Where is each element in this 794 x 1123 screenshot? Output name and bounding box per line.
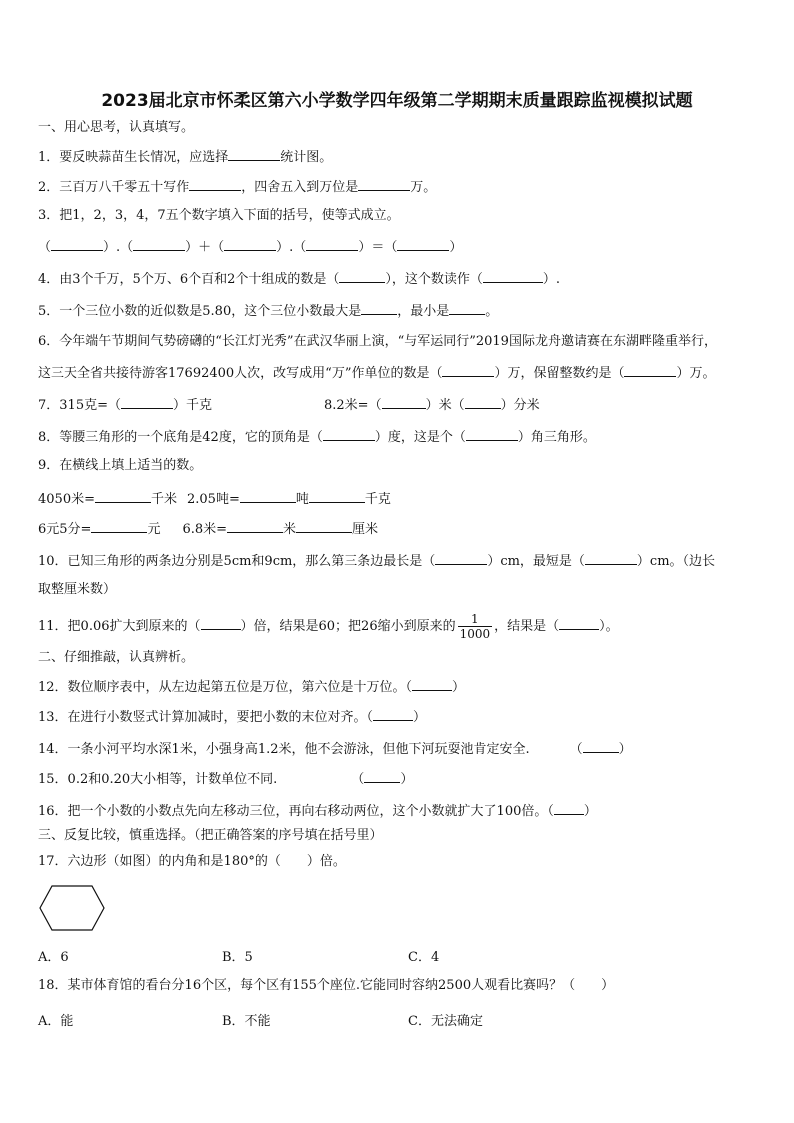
- answer-blank[interactable]: [306, 238, 358, 251]
- answer-blank[interactable]: [585, 552, 637, 565]
- question-17-option-a[interactable]: A．6: [38, 950, 69, 965]
- question-9-line-1: 4050米= 千米 2.05吨= 吨 千克: [38, 492, 391, 507]
- answer-blank[interactable]: [228, 148, 280, 161]
- section-2-heading: 二、仔细推敲，认真辨析。: [38, 650, 195, 665]
- question-10-line-2: 取整厘米数）: [38, 582, 117, 597]
- answer-blank[interactable]: [91, 520, 147, 533]
- answer-blank[interactable]: [201, 617, 241, 630]
- answer-blank[interactable]: [309, 490, 365, 503]
- fraction: $\frac{1}{1000}$: [459, 612, 491, 641]
- question-18-option-a[interactable]: A．能: [38, 1014, 74, 1029]
- hexagon-figure: [38, 884, 106, 932]
- question-18-option-c[interactable]: C．无法确定: [408, 1014, 483, 1029]
- question-7: 7．315克=（ ）千克 8.2米=（ ）米（ ）分米: [38, 398, 540, 413]
- answer-blank[interactable]: [224, 238, 276, 251]
- question-12: 12．数位顺序表中，从左边起第五位是万位，第六位是十万位。（ ）: [38, 680, 466, 695]
- question-6-line-2: 这三天全省共接待游客17692400人次，改写成用“万”作单位的数是（ ）万，保留整数约是（ ）万。: [38, 366, 716, 381]
- question-11: 11．把0.06扩大到原来的（ ）倍，结果是60；把26缩小到原来的 $\frac{1}{1000}$ ，结果是（ ）。: [38, 612, 619, 641]
- question-2: 2．三百万八千零五十写作 ，四舍五入到万位是 万。: [38, 180, 437, 195]
- answer-blank[interactable]: [397, 238, 449, 251]
- answer-blank[interactable]: [382, 396, 426, 409]
- answer-blank[interactable]: [412, 678, 452, 691]
- question-5: 5．一个三位小数的近似数是5.80，这个三位小数最大是 ，最小是 。: [38, 304, 499, 319]
- answer-blank[interactable]: [51, 238, 103, 251]
- answer-blank[interactable]: [466, 428, 518, 441]
- answer-blank[interactable]: [373, 708, 413, 721]
- answer-blank[interactable]: [133, 238, 185, 251]
- question-9-line-2: 6元5分= 元 6.8米= 米 厘米: [38, 522, 379, 537]
- question-1: 1．要反映蒜苗生长情况，应选择 统计图。: [38, 150, 333, 165]
- question-18-option-b[interactable]: B．不能: [222, 1014, 271, 1029]
- section-3-heading: 三、反复比较，慎重选择。（把正确答案的序号填在括号里）: [38, 828, 383, 843]
- answer-blank[interactable]: [358, 178, 410, 191]
- answer-blank[interactable]: [583, 740, 619, 753]
- answer-blank[interactable]: [435, 552, 487, 565]
- question-17-option-c[interactable]: C．4: [408, 950, 440, 965]
- answer-blank[interactable]: [95, 490, 151, 503]
- answer-blank[interactable]: [121, 396, 173, 409]
- answer-blank[interactable]: [361, 302, 397, 315]
- question-3: 3．把1，2，3，4，7五个数字填入下面的括号，使等式成立。: [38, 208, 400, 223]
- answer-blank[interactable]: [240, 490, 296, 503]
- answer-blank[interactable]: [364, 770, 400, 783]
- answer-blank[interactable]: [227, 520, 283, 533]
- question-17: 17．六边形（如图）的内角和是180°的（ ）倍。: [38, 854, 346, 869]
- question-13: 13．在进行小数竖式计算加减时，要把小数的末位对齐。（ ）: [38, 710, 427, 725]
- answer-blank[interactable]: [339, 270, 385, 283]
- question-15: 15．0.2和0.20大小相等，计数单位不同. （ ）: [38, 772, 414, 787]
- answer-blank[interactable]: [442, 364, 494, 377]
- answer-blank[interactable]: [449, 302, 485, 315]
- question-14: 14．一条小河平均水深1米，小强身高1.2米，他不会游泳，但他下河玩耍池肯定安全. （ ）: [38, 742, 632, 757]
- answer-blank[interactable]: [296, 520, 352, 533]
- answer-blank[interactable]: [323, 428, 375, 441]
- question-16: 16．把一个小数的小数点先向左移动三位，再向右移动两位，这个小数就扩大了100倍。（ ）: [38, 804, 597, 819]
- page-title: 2023届北京市怀柔区第六小学数学四年级第二学期期末质量跟踪监视模拟试题: [101, 91, 693, 111]
- question-10-line-1: 10．已知三角形的两条边分别是5cm和9cm，那么第三条边最长是（ ）cm，最短是（ ）cm。（边长: [38, 554, 716, 569]
- section-1-heading: 一、用心思考，认真填写。: [38, 120, 195, 135]
- question-3-equation: （ ）.（ ）＋（ ）.（ ）＝（ ）: [38, 240, 463, 255]
- question-4: 4．由3个千万，5个万、6个百和2个十组成的数是（ ），这个数读作（ ）.: [38, 272, 561, 287]
- answer-blank[interactable]: [554, 802, 584, 815]
- answer-blank[interactable]: [483, 270, 543, 283]
- question-17-option-b[interactable]: B．5: [222, 950, 253, 965]
- answer-blank[interactable]: [559, 617, 599, 630]
- question-6-line-1: 6．今年端午节期间气势磅礴的“长江灯光秀”在武汉华丽上演，“与军运同行”2019国际龙舟邀请赛在东湖畔隆重举行，: [38, 334, 717, 349]
- question-18: 18．某市体育馆的看台分16个区，每个区有155个座位.它能同时容纳2500人观看比赛吗？（ ）: [38, 978, 615, 993]
- question-9: 9．在横线上填上适当的数。: [38, 458, 203, 473]
- answer-blank[interactable]: [624, 364, 676, 377]
- answer-blank[interactable]: [465, 396, 501, 409]
- answer-blank[interactable]: [189, 178, 241, 191]
- question-8: 8．等腰三角形的一个底角是42度，它的顶角是（ ）度，这是个（ ）角三角形。: [38, 430, 596, 445]
